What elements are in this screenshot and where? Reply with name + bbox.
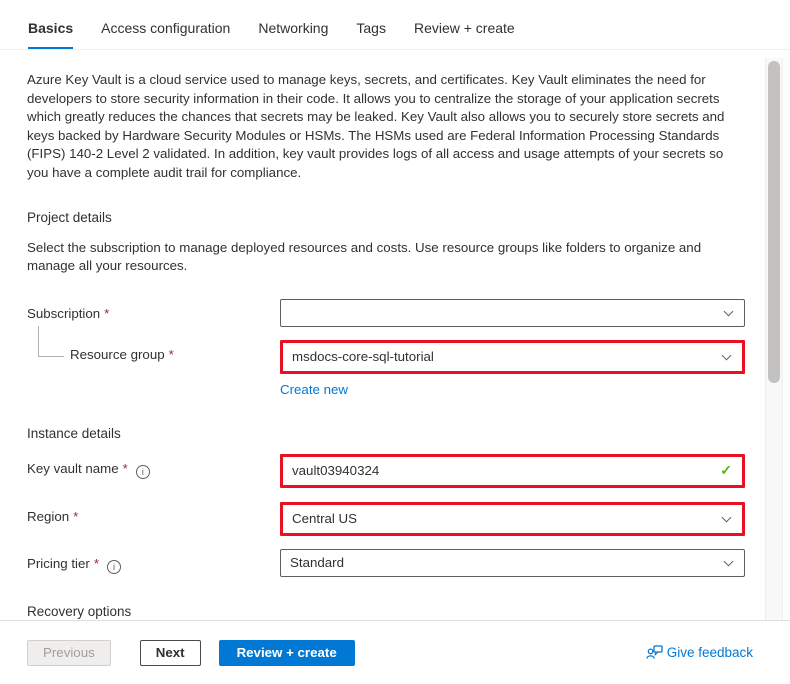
- info-icon[interactable]: i: [136, 465, 150, 479]
- key-vault-name-highlight-box: [280, 454, 745, 488]
- pricing-tier-label-text: Pricing tier: [27, 555, 90, 571]
- resource-group-dropdown[interactable]: [283, 343, 742, 371]
- create-new-link[interactable]: Create new: [280, 381, 348, 397]
- vertical-scrollbar-track[interactable]: [765, 58, 783, 628]
- give-feedback-link[interactable]: [646, 645, 753, 660]
- tab-basics[interactable]: Basics: [28, 20, 73, 49]
- region-label: [27, 502, 280, 524]
- next-button[interactable]: Next: [140, 640, 201, 666]
- subscription-label: [27, 299, 280, 321]
- resource-group-row: [27, 340, 745, 399]
- valid-check-icon: ✓: [720, 461, 732, 478]
- tab-access-configuration[interactable]: Access configuration: [101, 20, 231, 36]
- feedback-icon: [646, 645, 663, 660]
- resource-group-value: msdocs-core-sql-tutorial: [292, 349, 434, 365]
- wizard-footer: [0, 620, 790, 684]
- region-value: Central US: [292, 511, 358, 527]
- recovery-options-heading: Recovery options: [27, 603, 132, 619]
- project-details-heading: Project details: [27, 209, 112, 225]
- region-highlight-box: [280, 502, 745, 536]
- chevron-down-icon: [722, 512, 732, 522]
- vertical-scrollbar-thumb[interactable]: [768, 61, 780, 383]
- chevron-down-icon: [722, 350, 732, 360]
- instance-details-heading: Instance details: [27, 425, 121, 441]
- key-vault-name-label-text: Key vault name: [27, 460, 119, 476]
- key-vault-name-input[interactable]: [283, 457, 742, 485]
- required-asterisk: *: [73, 508, 79, 524]
- hierarchy-connector-line: [38, 326, 64, 357]
- key-vault-intro-text: Azure Key Vault is a cloud service used to manage keys, secrets, and certificates. Key Vault eliminates the need for developers to store security information in their code. It allows you to centralize the storage of your application secrets which greatly reduces the chances that secrets may be leaked. Key Vault also allows you to securely store secrets and keys backed by Hardware Security Modules or HSMs. The HSMs used are Federal Information Processing Standards (FIPS) 140-2 Level 2 validated. In addition, key vault provides logs of all access and usage attempts of your secrets so you have a complete audit trail for compliance.: [27, 72, 725, 180]
- resource-group-label: [27, 340, 280, 362]
- basics-tab-content: [0, 71, 790, 619]
- resource-group-label-text: Resource group: [70, 346, 165, 362]
- project-details-description: Select the subscription to manage deployed resources and costs. Use resource groups like folders to organize and manage all your resources.: [27, 239, 702, 274]
- tab-networking[interactable]: Networking: [258, 20, 329, 36]
- subscription-row: [27, 299, 745, 327]
- required-asterisk: *: [104, 305, 110, 321]
- resource-group-highlight-box: [280, 340, 745, 374]
- info-icon[interactable]: i: [107, 560, 121, 574]
- chevron-down-icon: [724, 306, 734, 316]
- pricing-tier-label: [27, 549, 280, 574]
- key-vault-name-row: [27, 454, 745, 488]
- subscription-label-text: Subscription: [27, 305, 101, 321]
- tab-review-create[interactable]: Review + create: [413, 20, 515, 36]
- previous-button[interactable]: Previous: [27, 640, 111, 666]
- key-vault-name-label: [27, 454, 280, 479]
- pricing-tier-dropdown[interactable]: [280, 549, 745, 577]
- review-create-button[interactable]: Review + create: [219, 640, 355, 666]
- region-dropdown[interactable]: [283, 505, 742, 533]
- subscription-dropdown[interactable]: [280, 299, 745, 327]
- required-asterisk: *: [122, 460, 128, 476]
- region-label-text: Region: [27, 508, 70, 524]
- give-feedback-label: Give feedback: [666, 645, 753, 660]
- tab-strip: [0, 0, 790, 50]
- tab-tags[interactable]: Tags: [356, 20, 386, 36]
- required-asterisk: *: [93, 555, 99, 571]
- chevron-down-icon: [724, 556, 734, 566]
- required-asterisk: *: [168, 346, 174, 362]
- region-row: [27, 502, 745, 536]
- pricing-tier-value: Standard: [290, 555, 344, 571]
- pricing-tier-row: [27, 549, 745, 577]
